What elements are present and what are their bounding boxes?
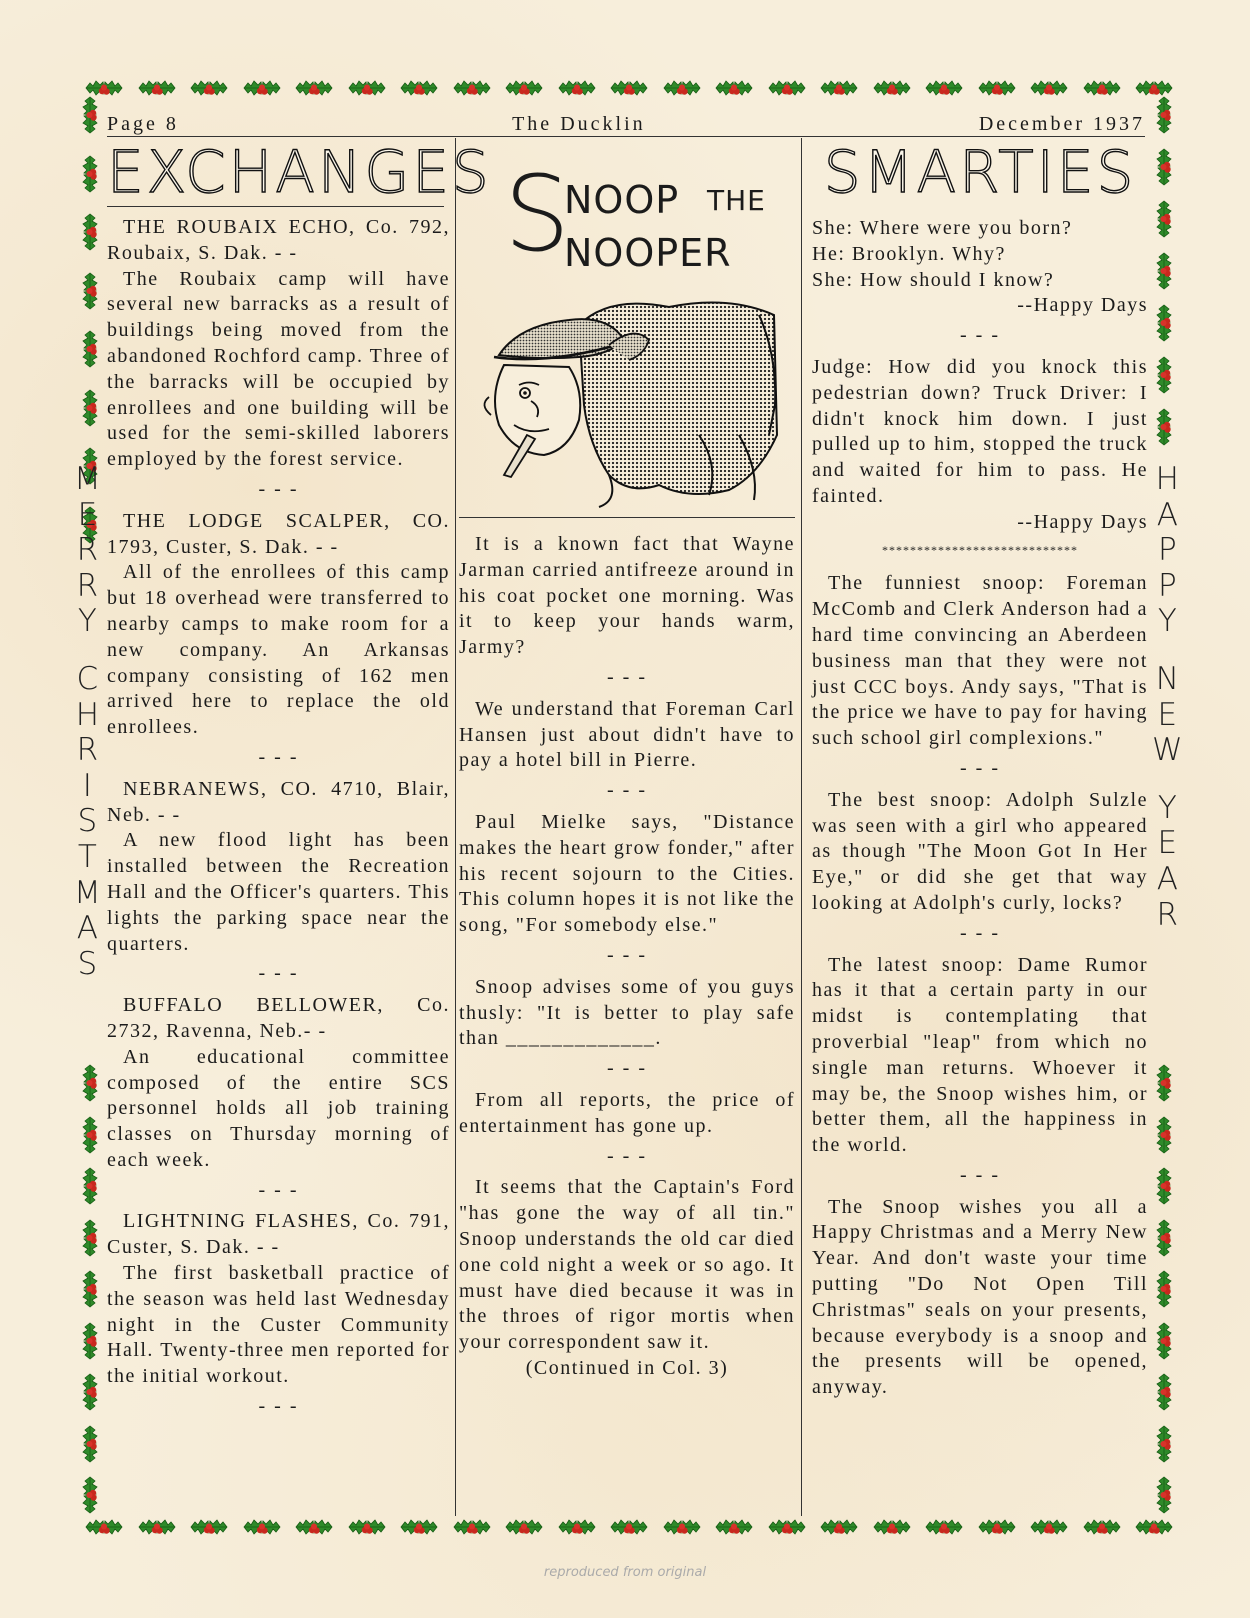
column-divider bbox=[801, 138, 802, 1516]
joke-credit: --Happy Days bbox=[1017, 294, 1148, 317]
joke-text: Judge: How did you knock this pedestrian down? Truck Driver: I didn't knock him down. I just pulled up to him, stopped the truck and waited for him to pass. He fainted. bbox=[812, 355, 1148, 507]
holly-icon bbox=[84, 1515, 124, 1539]
separator: - - - bbox=[258, 1395, 299, 1418]
separator: - - - bbox=[960, 1163, 1000, 1186]
divider-line bbox=[459, 517, 795, 518]
holly-icon bbox=[294, 1515, 334, 1539]
joke-line: He: Brooklyn. Why? bbox=[812, 242, 1006, 265]
holly-border-left-bottom bbox=[78, 1063, 102, 1515]
column-exchanges bbox=[107, 138, 492, 1426]
holly-icon bbox=[1152, 1166, 1176, 1206]
section-title-smarties: SMARTIES bbox=[823, 138, 1137, 206]
exchange-text: All of the enrollees of this camp but 18 overhead were transferred to nearby camps to make room for a new company. An Arkansas company consisting of 162 men arrived here to replace the old enrollees. bbox=[107, 561, 450, 739]
paper-title: The Ducklin bbox=[512, 113, 646, 135]
holly-icon bbox=[872, 1515, 912, 1539]
exchange-head: BUFFALO BELLOWER, Co. 2732, Ravenna, Neb.- - bbox=[107, 994, 450, 1042]
exchange-text: The first basketball practice of the season was held last Wednesday night in the Custer Community Hall. Twenty-three men reported for the initial workout. bbox=[107, 1262, 450, 1388]
column-divider bbox=[455, 138, 456, 1516]
reproduction-note: reproduced from original bbox=[543, 1565, 707, 1580]
holly-icon bbox=[78, 1063, 102, 1103]
exchange-text: A new flood light has been installed between the Recreation Hall and the Officer's quarters. This lights the parking space near the quarters. bbox=[107, 829, 450, 955]
holly-icon bbox=[78, 1115, 102, 1155]
smarties-item: The Snoop wishes you all a Happy Christmas and a Merry New Year. And don't waste your time putting "Do Not Open Till Christmas" seals on your presents, because everybody is a snoop and the presents will be opened, anyway. bbox=[812, 1195, 1148, 1399]
holly-icon bbox=[1152, 1269, 1176, 1309]
holly-icon bbox=[1134, 1515, 1174, 1539]
snoop-item: Snoop advises some of you guys thusly: "It is better to play safe than _____________. bbox=[459, 975, 795, 1050]
snoop-item: It is a known fact that Wayne Jarman carried antifreeze around in his coat pocket one morning. Was it to keep your hands warm, Jarmy? bbox=[459, 533, 795, 659]
holly-icon bbox=[78, 1475, 102, 1515]
separator: - - - bbox=[607, 779, 647, 802]
exchange-head: NEBRANEWS, CO. 4710, Blair, Neb. - - bbox=[107, 777, 450, 826]
holly-icon bbox=[662, 76, 702, 100]
holly-icon bbox=[1152, 303, 1176, 343]
holly-icon bbox=[504, 1515, 544, 1539]
holly-icon bbox=[1029, 1515, 1069, 1539]
holly-icon bbox=[78, 329, 102, 369]
holly-icon bbox=[1152, 407, 1176, 447]
holly-icon bbox=[1152, 1372, 1176, 1412]
snoop-item: Paul Mielke says, "Distance makes the heart grow fonder," after his recent sojourn to the Cities. This column hopes it is not like the song, "For somebody else." bbox=[459, 810, 795, 937]
holly-icon bbox=[78, 95, 102, 135]
holly-icon bbox=[714, 76, 754, 100]
holly-icon bbox=[1029, 76, 1069, 100]
holly-icon bbox=[294, 76, 334, 100]
holly-border-right-bottom bbox=[1152, 1063, 1176, 1515]
holly-border-bottom bbox=[84, 1515, 1174, 1539]
holly-icon bbox=[1152, 1424, 1176, 1464]
holly-icon bbox=[78, 388, 102, 428]
holly-icon bbox=[872, 76, 912, 100]
snoop-item: It seems that the Captain's Ford "has gone the way of all tin." Snoop understands the old car died one cold night a week or so ago. It must have died because it was in the throes of rigor mortis when your correspondent saw it. bbox=[459, 1176, 795, 1354]
holly-icon bbox=[137, 1515, 177, 1539]
column-snoop-the-snooper bbox=[459, 140, 795, 1382]
separator: - - - bbox=[960, 756, 1000, 779]
holly-icon bbox=[399, 1515, 439, 1539]
holly-icon bbox=[1152, 1218, 1176, 1258]
separator: - - - bbox=[607, 1144, 647, 1167]
continued-note: (Continued in Col. 3) bbox=[525, 1356, 729, 1379]
separator: - - - bbox=[258, 477, 299, 500]
joke-line: She: Where were you born? bbox=[812, 217, 1073, 239]
holly-border-right-top bbox=[1152, 95, 1176, 447]
holly-icon bbox=[452, 76, 492, 100]
holly-icon bbox=[557, 76, 597, 100]
holly-icon bbox=[1082, 76, 1122, 100]
separator: - - - bbox=[258, 1178, 299, 1201]
issue-date: December 1937 bbox=[978, 113, 1145, 135]
snoop-item: From all reports, the price of entertainment has gone up. bbox=[459, 1088, 795, 1137]
holly-icon bbox=[1082, 1515, 1122, 1539]
snoop-item: We understand that Foreman Carl Hansen just about didn't have to pay a hotel bill in Pierre. bbox=[459, 697, 795, 772]
smarties-item: The latest snoop: Dame Rumor has it that a certain party in our midst is contemplating that proverbial "leap" from which no single man returns. Whoever it may be, the Snoop wishes him, or better them, all the happiness in the world. bbox=[812, 953, 1148, 1157]
separator: - - - bbox=[258, 745, 299, 768]
holly-icon bbox=[1152, 1063, 1176, 1103]
holly-icon bbox=[767, 76, 807, 100]
holly-icon bbox=[137, 76, 177, 100]
holly-icon bbox=[1152, 1321, 1176, 1361]
page-number: Page 8 bbox=[107, 113, 179, 135]
holly-icon bbox=[924, 76, 964, 100]
holly-icon bbox=[504, 76, 544, 100]
title-the: THE bbox=[707, 184, 766, 217]
holly-icon bbox=[819, 76, 859, 100]
joke-line: She: How should I know? bbox=[812, 268, 1055, 291]
star-separator: **************************** bbox=[882, 542, 1078, 557]
holly-icon bbox=[1152, 355, 1176, 395]
holly-icon bbox=[242, 76, 282, 100]
holly-icon bbox=[78, 1372, 102, 1412]
separator: - - - bbox=[258, 962, 299, 985]
holly-border-top bbox=[84, 76, 1174, 100]
holly-icon bbox=[189, 1515, 229, 1539]
holly-icon bbox=[557, 1515, 597, 1539]
joke-credit: --Happy Days bbox=[1017, 510, 1148, 533]
holly-icon bbox=[1152, 1475, 1176, 1515]
holly-icon bbox=[977, 76, 1017, 100]
exchange-text: The Roubaix camp will have several new barracks as a result of buildings being moved from the abandoned Rochford camp. Three of the barracks will be occupied by enrollees and one building will be used for the semi-skilled laborers employed by the forest service. bbox=[107, 267, 450, 471]
holly-icon bbox=[1152, 251, 1176, 291]
smarties-body bbox=[812, 216, 1148, 349]
exchanges-body bbox=[107, 215, 450, 1420]
exchange-head: THE ROUBAIX ECHO, Co. 792, Roubaix, S. Dak. - - bbox=[107, 216, 450, 264]
exchange-head: THE LODGE SCALPER, CO. 1793, Custer, S. Dak. - - bbox=[107, 509, 450, 558]
holly-icon bbox=[78, 1218, 102, 1258]
snoop-illustration bbox=[459, 285, 795, 509]
holly-icon bbox=[1152, 147, 1176, 187]
holly-icon bbox=[609, 76, 649, 100]
holly-icon bbox=[78, 1269, 102, 1309]
holly-icon bbox=[78, 212, 102, 252]
holly-icon bbox=[767, 1515, 807, 1539]
holly-icon bbox=[714, 1515, 754, 1539]
holly-icon bbox=[609, 1515, 649, 1539]
section-title-exchanges: EXCHANGES bbox=[107, 138, 492, 206]
title-word-2: NOOPER bbox=[564, 231, 732, 275]
separator: - - - bbox=[607, 943, 647, 966]
holly-icon bbox=[78, 1424, 102, 1464]
happy-new-year-vertical: H A P P Y N E W Y E A R bbox=[1152, 461, 1183, 933]
holly-icon bbox=[78, 154, 102, 194]
holly-icon bbox=[1152, 1115, 1176, 1155]
separator: - - - bbox=[607, 665, 647, 688]
holly-icon bbox=[399, 76, 439, 100]
separator: - - - bbox=[960, 921, 1000, 944]
merry-christmas-vertical: M E R R Y C H R I S T M A S bbox=[74, 461, 101, 982]
exchange-head: LIGHTNING FLASHES, Co. 791, Custer, S. Dak. - - bbox=[107, 1210, 450, 1259]
holly-icon bbox=[347, 1515, 387, 1539]
holly-icon bbox=[1152, 95, 1176, 135]
title-word-1: NOOP bbox=[564, 178, 680, 222]
holly-icon bbox=[819, 1515, 859, 1539]
holly-icon bbox=[189, 76, 229, 100]
holly-icon bbox=[242, 1515, 282, 1539]
section-title-snoop bbox=[459, 140, 795, 285]
holly-icon bbox=[1152, 199, 1176, 239]
smarties-item: The funniest snoop: Foreman McComb and Clerk Anderson had a hard time convincing an Aberdeen business man that they were not just CCC boys. Andy says, "That is the price we have to pay for having such school girl complexions." bbox=[812, 572, 1148, 750]
holly-icon bbox=[78, 1166, 102, 1206]
holly-icon bbox=[78, 1321, 102, 1361]
snoop-body bbox=[459, 532, 795, 1382]
separator: - - - bbox=[607, 1057, 647, 1080]
holly-icon bbox=[662, 1515, 702, 1539]
page-header bbox=[107, 112, 1145, 137]
exchange-text: An educational committee composed of the entire SCS personnel holds all job training classes on Thursday morning of each week. bbox=[107, 1045, 450, 1171]
holly-icon bbox=[347, 76, 387, 100]
separator: - - - bbox=[960, 324, 1000, 347]
smarties-item: The best snoop: Adolph Sulzle was seen with a girl who appeared as though "The Moon Got In Her Eye," or did she get that way looking at Adolph's curly, locks? bbox=[812, 788, 1148, 914]
column-smarties bbox=[812, 140, 1148, 1401]
smarties-body-2 bbox=[812, 355, 1148, 1401]
holly-icon bbox=[924, 1515, 964, 1539]
title-initial: S bbox=[504, 153, 571, 275]
holly-icon bbox=[78, 271, 102, 311]
holly-icon bbox=[977, 1515, 1017, 1539]
holly-icon bbox=[452, 1515, 492, 1539]
